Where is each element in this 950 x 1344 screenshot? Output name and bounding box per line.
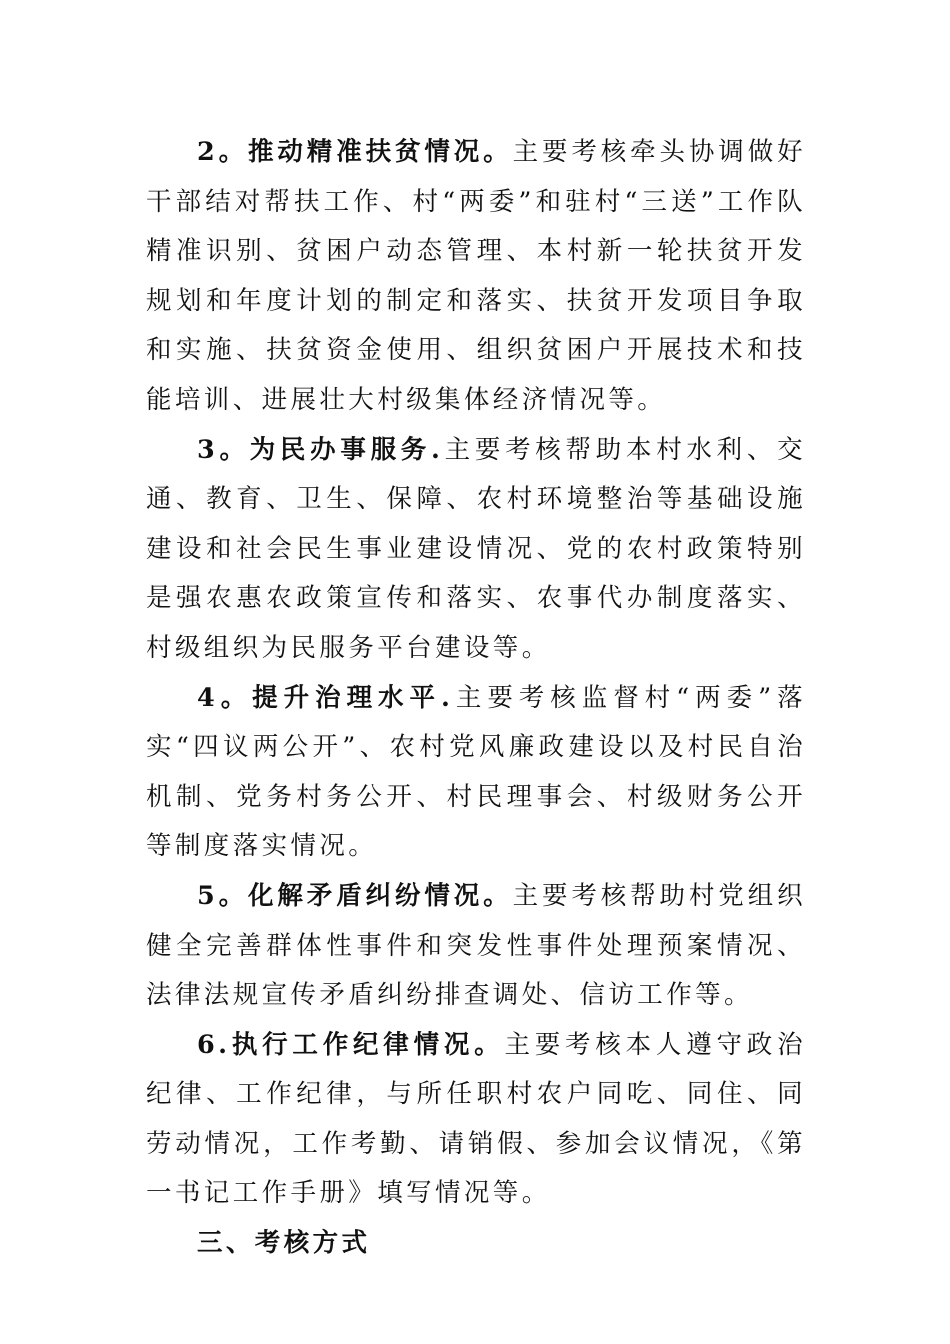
paragraph-lead: 2。推动精准扶贫情况。: [197, 137, 513, 167]
paragraph-lead: 4。提升治理水平.: [197, 682, 454, 713]
paragraph-work-discipline: [146, 1021, 806, 1219]
paragraph-lead: 5。化解矛盾纠纷情况。: [197, 880, 513, 911]
paragraph-public-service: [146, 426, 806, 674]
paragraph-lead: 3。为民办事服务.: [197, 434, 444, 465]
paragraph-dispute-resolution: [146, 872, 806, 1021]
paragraph-poverty-alleviation: [146, 128, 806, 426]
paragraph-body: 主要考核牵头协调做好干部结对帮扶工作、村“两委”和驻村“三送”工作队精准识别、贫困户动态管理、本村新一轮扶贫开发规划和年度计划的制定和落实、扶贫开发项目争取和实施、扶贫资金使用、组织贫困户开展技术和技能培训、进展壮大村级集体经济情况等。: [146, 137, 806, 415]
paragraph-body: 主要考核帮助村党组织健全完善群体性事件和突发性事件处理预案情况、法律法规宣传矛盾纠纷排查调处、信访工作等。: [146, 880, 806, 1011]
paragraph-body: 主要考核监督村“两委”落实“四议两公开”、农村党风廉政建设以及村民自治机制、党务村务公开、村民理事会、村级财务公开等制度落实情况。: [146, 682, 806, 862]
paragraph-body: 主要考核帮助本村水利、交通、教育、卫生、保障、农村环境整治等基础设施建设和社会民生事业建设情况、党的农村政策特别是强农惠农政策宣传和落实、农事代办制度落实、村级组织为民服务平台建设等。: [146, 434, 806, 663]
paragraph-body: 主要考核本人遵守政治纪律、工作纪律，与所任职村农户同吃、同住、同劳动情况，工作考勤、请销假、参加会议情况，《第一书记工作手册》填写情况等。: [146, 1029, 806, 1209]
document-body: [146, 128, 806, 1269]
paragraph-lead: 6.执行工作纪律情况。: [197, 1029, 505, 1060]
section-heading: 三、考核方式: [197, 1228, 371, 1259]
paragraph-governance: [146, 674, 806, 872]
